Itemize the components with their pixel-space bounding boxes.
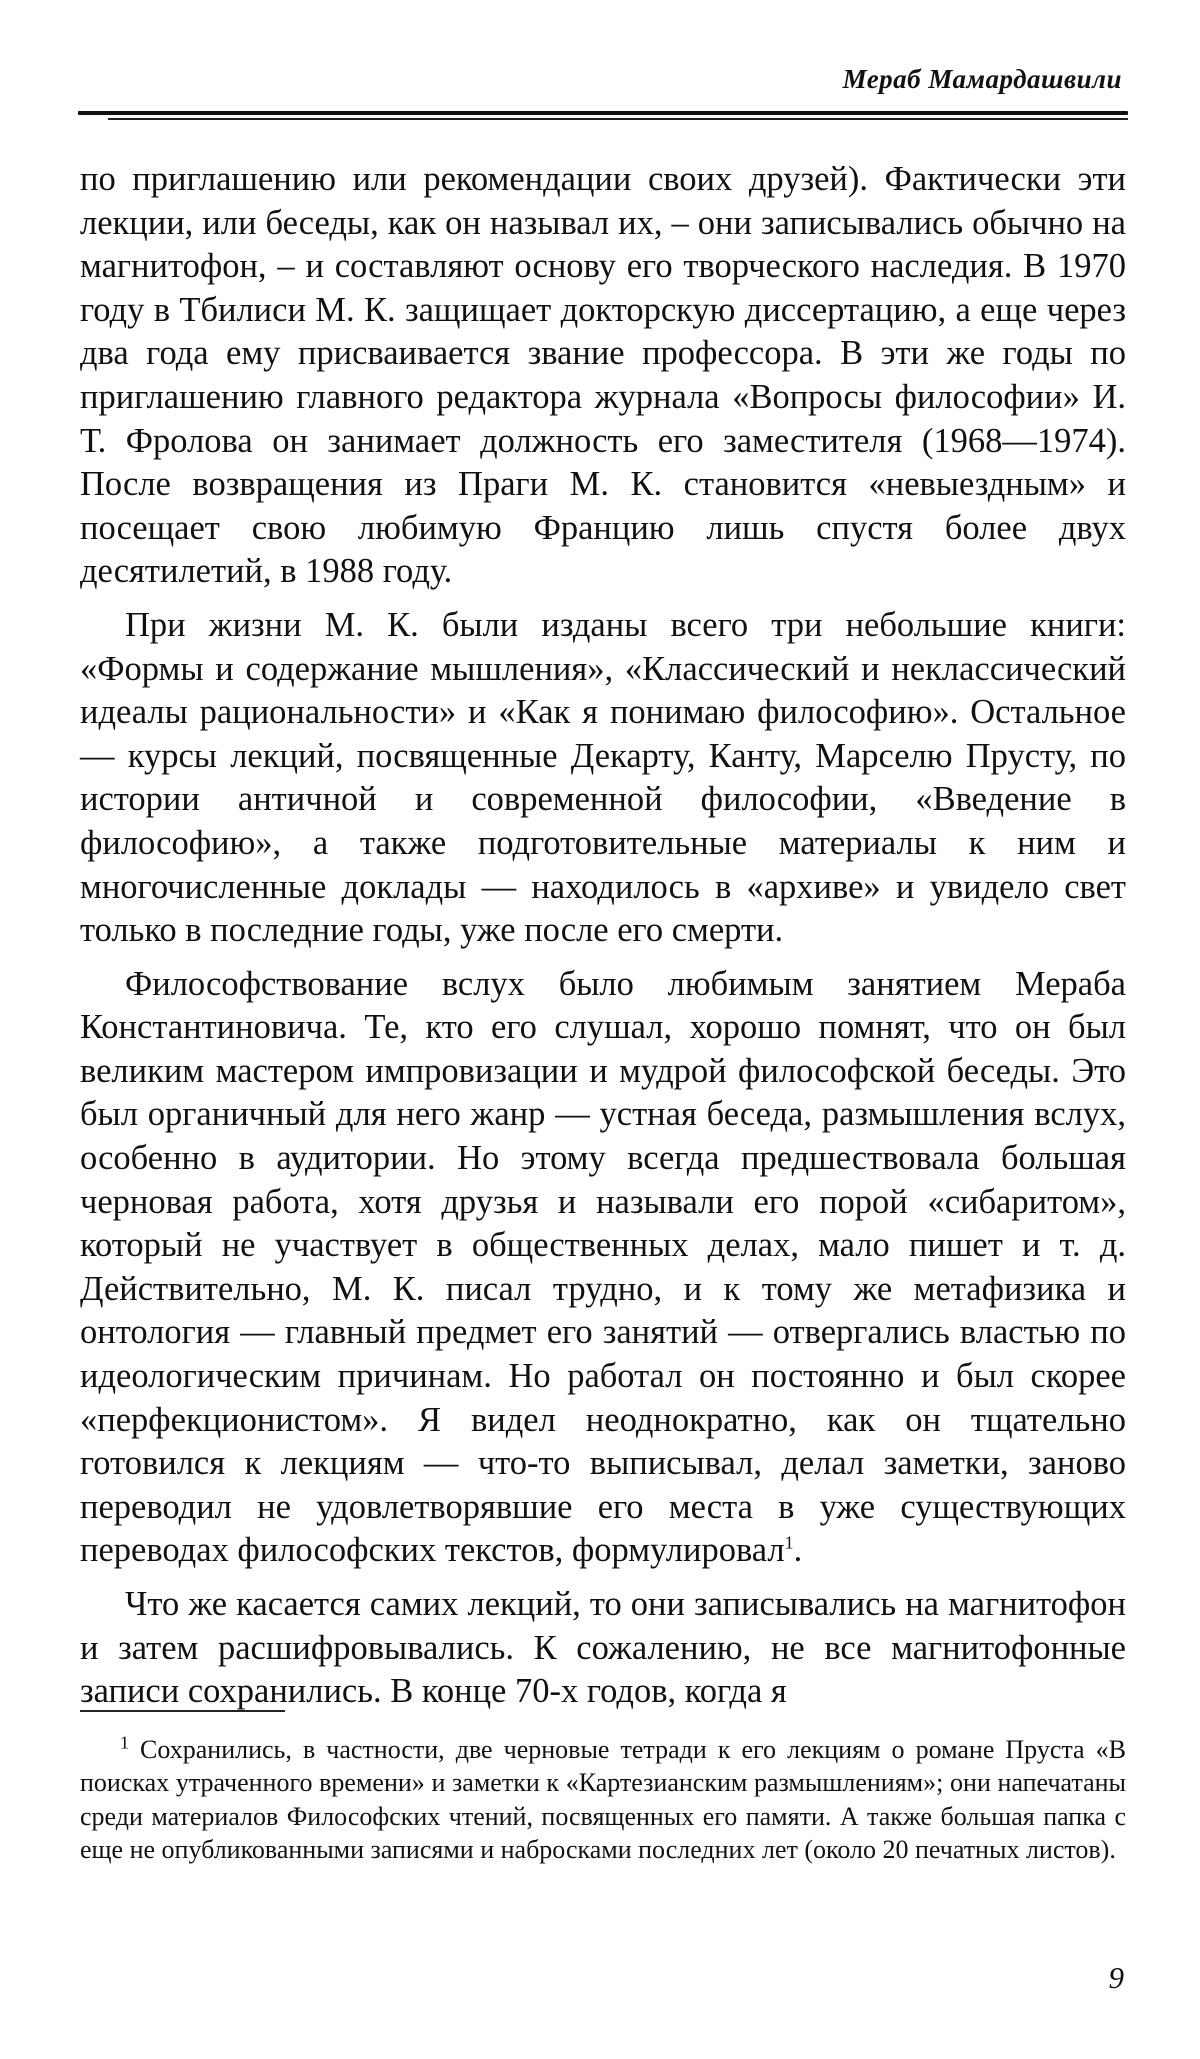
main-text — [80, 158, 1126, 1714]
paragraph-text: Философствование вслух было любимым занятием Мераба Константиновича. Те, кто его слушал, хорошо помнят, что он был великим мастером импровизации и мудрой философской беседы. Это был органичный для него жанр — устная беседа, размышления вслух, особенно в аудитории. Но этому всегда предшествовала большая черновая работа, хотя друзья и называли его порой «сибаритом», который не участвует в общественных делах, мало пишет и т. д. Действительно, М. К. писал трудно, и к тому же метафизика и онтология — главный предмет его занятий — отвергались властью по идеологическим причинам. Но работал он постоянно и был скорее «перфекционистом». Я видел неоднократно, как он тщательно готовился к лекциям — что-то выписывал, делал заметки, заново переводил не удовлетворявшие его места в уже существующих переводах философских текстов, формулировал — [80, 964, 1126, 1570]
paragraph: Философствование вслух было любимым занятием Мераба Константиновича. Те, кто его слушал, хорошо помнят, что он был великим мастером импровизации и мудрой философской беседы. Это был органичный для него жанр — устная беседа, размышления вслух, особенно в аудитории. Но этому всегда предшествовала большая черновая работа, хотя друзья и называли его порой «сибаритом», который не участвует в общественных делах, мало пишет и т. д. Действительно, М. К. писал трудно, и к тому же метафизика и онтология — главный предмет его занятий — отвергались властью по идеологическим причинам. Но работал он постоянно и был скорее «перфекционистом». Я видел неоднократно, как он тщательно готовился к лекциям — что-то выписывал, делал заметки, заново переводил не удовлетворявшие его места в уже существующих переводах философских текстов, формулировал$^1$. — [80, 964, 1126, 1570]
footnote-marker: 1 — [120, 1732, 129, 1753]
running-header: Мераб Мамардашвили — [842, 64, 1122, 94]
header-rule-thin — [108, 118, 1128, 120]
footnote-reference: 1 — [784, 1532, 794, 1553]
footnote — [80, 1733, 1126, 1867]
paragraph: При жизни М. К. были изданы всего три небольшие книги: «Формы и содержание мышления», «Классический и неклассический идеалы рациональности» и «Как я понимаю философию». Остальное — курсы лекций, посвященные Декарту, Канту, Марселю Прусту, по истории античной и современной философии, «Введение в философию», а также подготовительные материалы к ним и многочисленные доклады — находилось в «архиве» и увидело свет только в последние годы, уже после его смерти. — [80, 605, 1126, 950]
footnote-text: Сохранились, в частности, две черновые тетради к его лекциям о романе Пруста «В поисках утраченного времени» и заметки к «Картезианским размышлениям»; они напечатаны среди материалов Философских чтений, посвященных его памяти. А также большая папка с еще не опубликованными записями и набросками последних лет (около 20 печатных листов). — [80, 1735, 1126, 1865]
footnote-separator — [80, 1710, 285, 1712]
paragraph: по приглашению или рекомендации своих друзей). Фактически эти лекции, или беседы, как он называл их, – они записывались обычно на магнитофон, – и составляют основу его творческого наследия. В 1970 году в Тбилиси М. К. защищает докторскую диссертацию, а еще через два года ему присваивается звание профессора. В эти же годы по приглашению главного редактора журнала «Вопросы философии» И. Т. Фролова он занимает должность его заместителя (1968—1974). После возвращения из Праги М. К. становится «невыездным» и посещает свою любимую Францию лишь спустя более двух десятилетий, в 1988 году. — [80, 160, 1126, 591]
page-number: 9 — [1108, 1960, 1124, 1995]
header-rule-thick — [78, 111, 1128, 115]
paragraph: Что же касается самих лекций, то они записывались на магнитофон и затем расшифровывались. К сожалению, не все магнитофонные записи сохранились. В конце 70-х годов, когда я — [80, 1585, 1126, 1711]
